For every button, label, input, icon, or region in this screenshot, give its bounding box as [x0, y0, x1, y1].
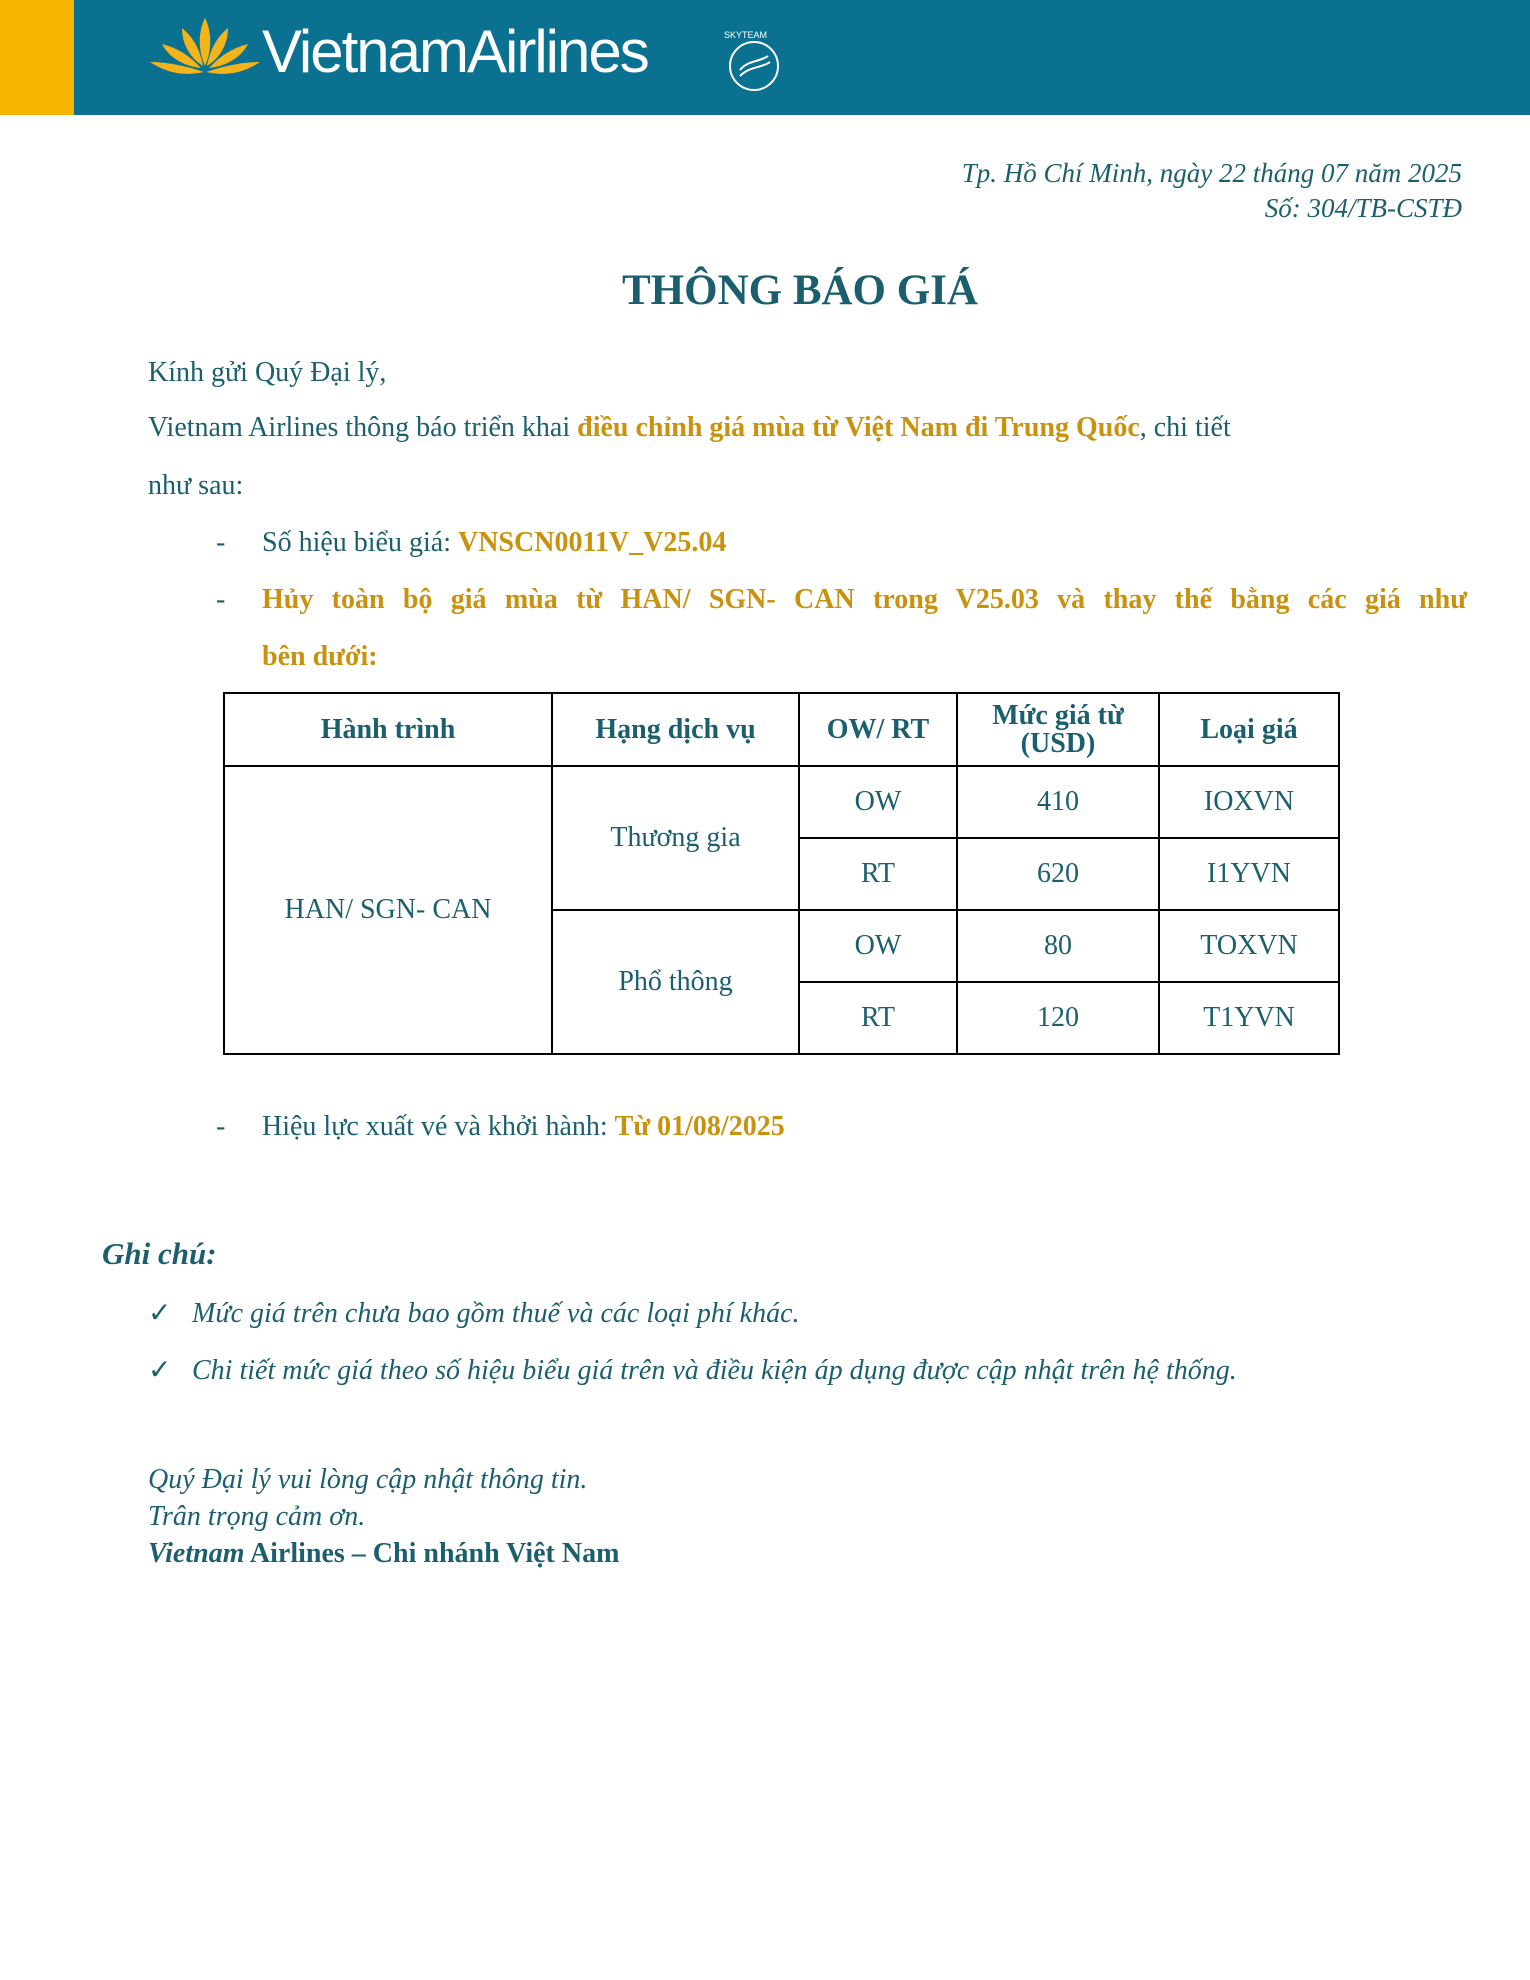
intro-line-2: như sau: [148, 470, 244, 501]
closing-line-1: Quý Đại lý vui lòng cập nhật thông tin. [148, 1464, 588, 1495]
note-item [148, 1296, 800, 1330]
bullet-dash: - [216, 1111, 226, 1142]
intro-highlight: điều chỉnh giá mùa từ Việt Nam đi Trung Quốc [577, 412, 1140, 443]
trip-cell: OW [799, 766, 957, 838]
page-title-wrap [0, 266, 1530, 315]
price-cell: 120 [957, 982, 1159, 1054]
intro-text: Vietnam Airlines thông báo triển khai [148, 412, 578, 443]
fare-cell: I1YVN [1159, 838, 1339, 910]
header-fare-type: Loại giá [1159, 693, 1339, 766]
note-item [148, 1353, 1237, 1387]
intro-text-end: , chi tiết [1139, 412, 1231, 443]
skyteam-text: SKYTEAM [724, 30, 768, 40]
route-cell: HAN/ SGN- CAN [224, 766, 552, 1054]
header-trip: OW/ RT [799, 693, 957, 766]
document-number: Số: 304/TB-CSTĐ [1264, 193, 1462, 223]
intro-line [148, 412, 1468, 444]
bullet-dash: - [216, 584, 226, 615]
fare-table [223, 692, 1340, 1055]
tariff-line [262, 527, 726, 559]
cancel-line-1: Hủy toàn bộ giá mùa từ HAN/ SGN- CAN trong V25.03 và thay thế bằng các giá như [262, 584, 1467, 615]
header-band [0, 0, 1530, 115]
header-price-line1: Mức giá từ [992, 699, 1124, 731]
class-cell: Phổ thông [552, 910, 799, 1054]
signature-italic: Vietnam [148, 1538, 245, 1569]
header-price [957, 693, 1159, 766]
bullet-dash: - [216, 527, 226, 558]
table-header-row [224, 693, 1339, 766]
skyteam-icon [718, 26, 786, 98]
validity-line [262, 1111, 785, 1143]
table-row [224, 766, 1339, 838]
notes-title: Ghi chú: [102, 1236, 217, 1271]
fare-cell: T1YVN [1159, 982, 1339, 1054]
brand-wordmark: VietnamAirlines [262, 18, 648, 85]
tariff-label: Số hiệu biểu giá: [262, 527, 458, 558]
note-text: Mức giá trên chưa bao gồm thuế và các loại phí khác. [192, 1298, 800, 1329]
tariff-value: VNSCN0011V_V25.04 [457, 527, 727, 558]
trip-cell: RT [799, 838, 957, 910]
header-route: Hành trình [224, 693, 552, 766]
validity-value: Từ 01/08/2025 [614, 1111, 785, 1142]
fare-cell: TOXVN [1159, 910, 1339, 982]
checkmark-icon: ✓ [148, 1355, 172, 1386]
fare-cell: IOXVN [1159, 766, 1339, 838]
price-cell: 80 [957, 910, 1159, 982]
class-cell: Thương gia [552, 766, 799, 910]
signature [148, 1538, 619, 1570]
price-cell: 410 [957, 766, 1159, 838]
lotus-logo-icon [146, 10, 264, 90]
header-price-line2: (USD) [1020, 727, 1096, 759]
validity-label: Hiệu lực xuất vé và khởi hành: [262, 1111, 615, 1142]
document-date: Tp. Hồ Chí Minh, ngày 22 tháng 07 năm 2025 [961, 158, 1462, 188]
note-text: Chi tiết mức giá theo số hiệu biểu giá trên và điều kiện áp dụng được cập nhật trên hệ thống. [192, 1355, 1237, 1386]
trip-cell: RT [799, 982, 957, 1054]
page-title: THÔNG BÁO GIÁ [622, 267, 978, 314]
trip-cell: OW [799, 910, 957, 982]
greeting: Kính gửi Quý Đại lý, [148, 357, 387, 388]
price-cell: 620 [957, 838, 1159, 910]
header-class: Hạng dịch vụ [552, 693, 799, 766]
header-accent-bar [0, 0, 74, 115]
checkmark-icon: ✓ [148, 1298, 172, 1329]
cancel-line-2: bên dưới: [262, 641, 378, 672]
signature-rest: Airlines – Chi nhánh Việt Nam [244, 1538, 620, 1569]
closing-line-2: Trân trọng cảm ơn. [148, 1501, 366, 1532]
